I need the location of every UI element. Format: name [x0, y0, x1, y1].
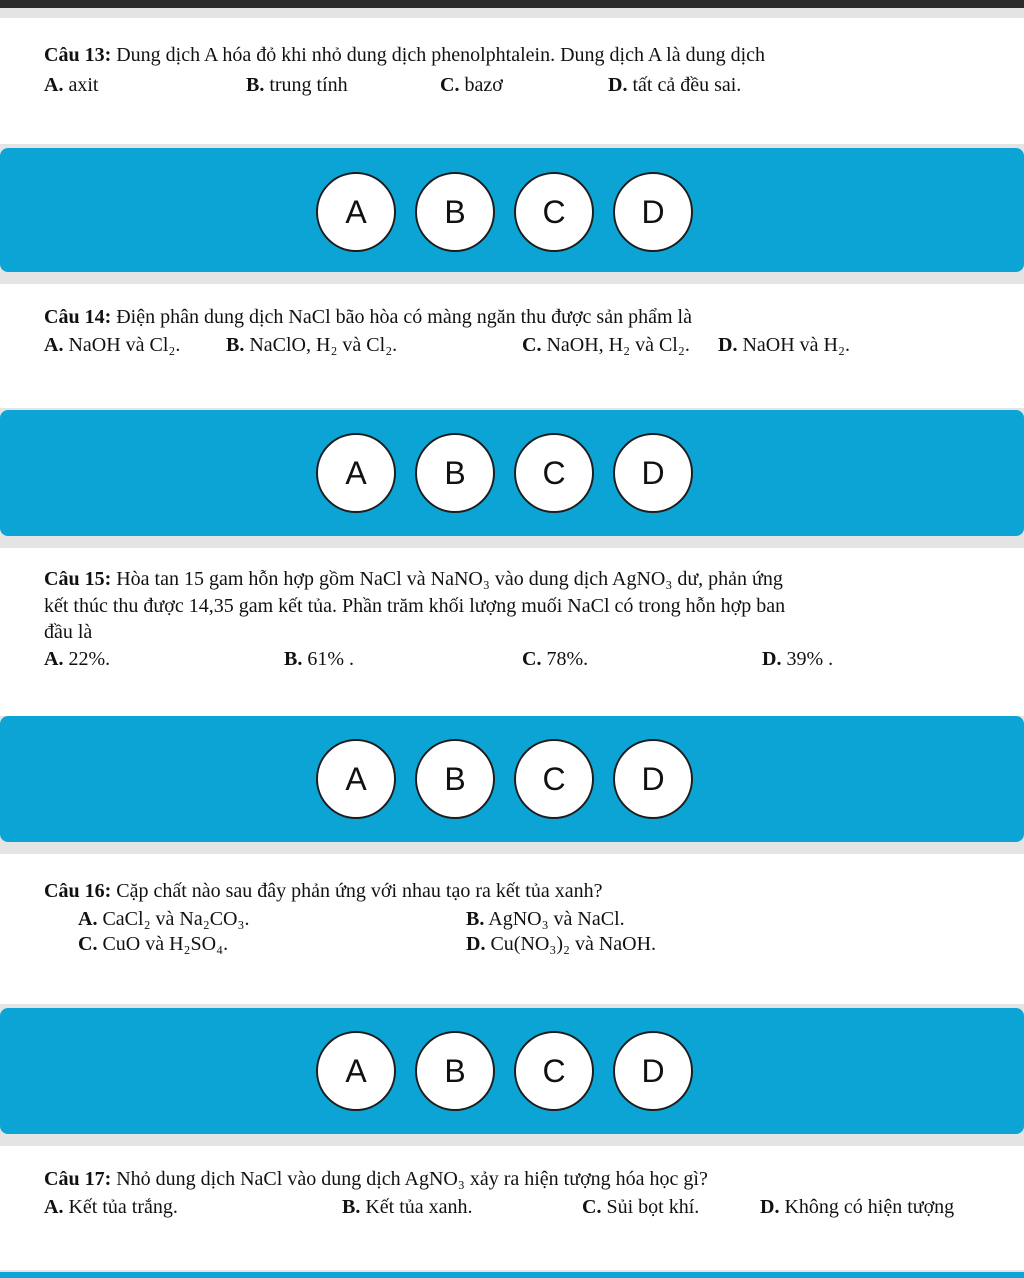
answer-button-a[interactable]: A — [316, 1031, 396, 1111]
answer-button-c[interactable]: C — [514, 172, 594, 252]
answer-panel-16 — [0, 1008, 1024, 1134]
option-c: C. bazơ — [440, 74, 503, 96]
option-b: B. NaClO, H₂ và Cl₂. — [226, 334, 398, 356]
question-body: Điện phân dung dịch NaCl bão hòa có màng ngăn thu được sản phẩm là — [116, 306, 692, 328]
answer-button-d[interactable]: D — [613, 433, 693, 513]
option-d: D. NaOH và H₂. — [718, 334, 850, 356]
answer-button-d[interactable]: D — [613, 739, 693, 819]
answer-button-a[interactable]: A — [316, 433, 396, 513]
option-d: D. Cu(NO₃)₂ và NaOH. — [466, 933, 657, 955]
question-label: Câu 14: — [44, 306, 112, 328]
question-body: Nhỏ dung dịch NaCl vào dung dịch AgNO₃ xảy ra hiện tượng hóa học gì? — [116, 1168, 708, 1190]
option-c: C. Sủi bọt khí. — [582, 1196, 700, 1218]
answer-panel-15 — [0, 716, 1024, 842]
option-b: B. trung tính — [246, 74, 348, 96]
option-b: B. 61% . — [284, 648, 355, 670]
question-card-17 — [0, 1146, 1024, 1270]
option-a: A. NaOH và Cl₂. — [44, 334, 181, 356]
question-label: Câu 17: — [44, 1168, 112, 1190]
answer-button-b[interactable]: B — [415, 1031, 495, 1111]
answer-button-a[interactable]: A — [316, 172, 396, 252]
question-label: Câu 16: — [44, 880, 112, 902]
question-card-14 — [0, 284, 1024, 408]
question-text — [44, 42, 765, 69]
option-c: C. CuO và H₂SO₄. — [78, 933, 229, 955]
question-text-line-1 — [44, 566, 783, 593]
question-label: Câu 15: — [44, 568, 112, 590]
option-b: B. Kết tủa xanh. — [342, 1196, 473, 1218]
bottom-answer-panel-edge — [0, 1272, 1024, 1278]
option-c: C. NaOH, H₂ và Cl₂. — [522, 334, 690, 356]
option-a: A. axit — [44, 74, 99, 96]
answer-button-c[interactable]: C — [514, 1031, 594, 1111]
option-a: A. Kết tủa trắng. — [44, 1196, 178, 1218]
question-card-16 — [0, 854, 1024, 1004]
option-d: D. 39% . — [762, 648, 834, 670]
answer-button-c[interactable]: C — [514, 433, 594, 513]
question-body: Hòa tan 15 gam hỗn hợp gồm NaCl và NaNO₃ vào dung dịch AgNO₃ dư, phản ứng — [116, 568, 783, 590]
question-text-line-3: đầu là — [44, 621, 93, 643]
option-a: A. 22%. — [44, 648, 111, 670]
question-card-13 — [0, 18, 1024, 144]
answer-button-d[interactable]: D — [613, 1031, 693, 1111]
top-bar — [0, 0, 1024, 8]
option-c: C. 78%. — [522, 648, 589, 670]
option-d: D. tất cả đều sai. — [608, 74, 742, 96]
question-text — [44, 878, 603, 905]
answer-button-b[interactable]: B — [415, 172, 495, 252]
answer-button-b[interactable]: B — [415, 433, 495, 513]
answer-panel-13 — [0, 148, 1024, 272]
answer-button-c[interactable]: C — [514, 739, 594, 819]
question-body: Dung dịch A hóa đỏ khi nhỏ dung dịch phenolphtalein. Dung dịch A là dung dịch — [116, 44, 766, 66]
answer-button-a[interactable]: A — [316, 739, 396, 819]
question-label: Câu 13: — [44, 44, 112, 66]
question-body: Cặp chất nào sau đây phản ứng với nhau tạo ra kết tủa xanh? — [116, 880, 603, 902]
answer-button-d[interactable]: D — [613, 172, 693, 252]
option-b: B. AgNO₃ và NaCl. — [466, 908, 625, 930]
question-card-15 — [0, 548, 1024, 716]
option-a: A. CaCl₂ và Na₂CO₃. — [78, 908, 250, 930]
question-text — [44, 1166, 708, 1193]
question-text-line-2: kết thúc thu được 14,35 gam kết tủa. Phần trăm khối lượng muối NaCl có trong hỗn hợp ban — [44, 595, 786, 617]
option-d: D. Không có hiện tượng — [760, 1196, 955, 1218]
answer-panel-14 — [0, 410, 1024, 536]
question-text — [44, 304, 692, 331]
answer-button-b[interactable]: B — [415, 739, 495, 819]
